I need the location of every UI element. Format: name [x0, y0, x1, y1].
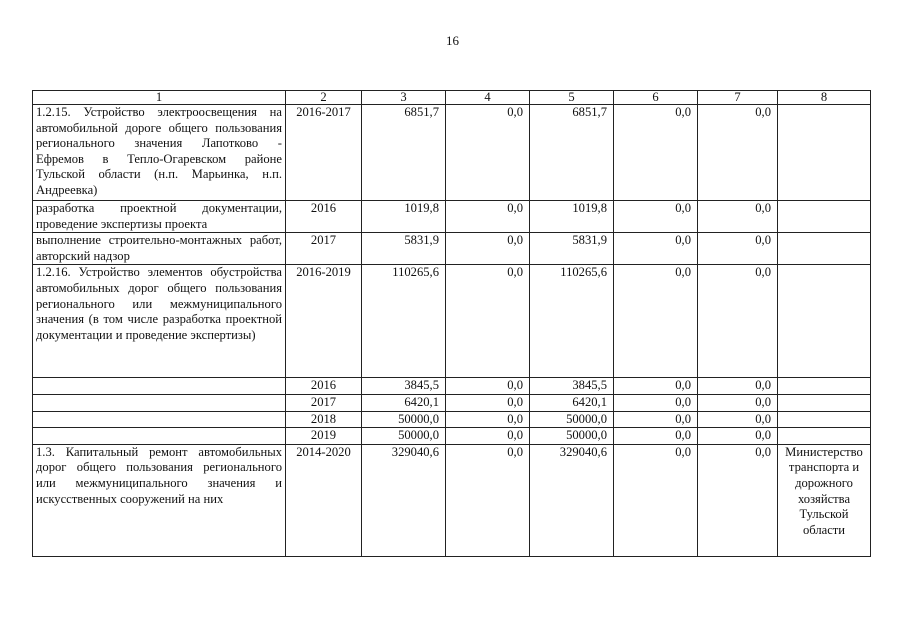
activity-name-cell: разработка проектной документации, проведение экспертизы проекта — [33, 201, 286, 233]
responsible-cell — [778, 428, 871, 445]
table-row — [33, 428, 871, 445]
value-cell: 0,0 — [614, 265, 698, 378]
period-cell: 2016-2017 — [286, 105, 362, 201]
period-cell: 2018 — [286, 411, 362, 428]
responsible-cell — [778, 105, 871, 201]
value-cell: 110265,6 — [530, 265, 614, 378]
table-row — [33, 444, 871, 556]
period-cell: 2016 — [286, 201, 362, 233]
value-cell: 0,0 — [446, 444, 530, 556]
value-cell: 0,0 — [698, 411, 778, 428]
activity-name-cell — [33, 411, 286, 428]
responsible-cell — [778, 378, 871, 395]
value-cell: 0,0 — [614, 411, 698, 428]
total-cell: 50000,0 — [362, 411, 446, 428]
total-cell: 110265,6 — [362, 265, 446, 378]
value-cell: 3845,5 — [530, 378, 614, 395]
value-cell: 5831,9 — [530, 233, 614, 265]
value-cell: 0,0 — [698, 394, 778, 411]
value-cell: 0,0 — [446, 394, 530, 411]
value-cell: 0,0 — [698, 444, 778, 556]
program-table — [32, 90, 871, 557]
value-cell: 1019,8 — [530, 201, 614, 233]
value-cell: 0,0 — [614, 233, 698, 265]
total-cell: 3845,5 — [362, 378, 446, 395]
value-cell: 0,0 — [698, 201, 778, 233]
header-cell: 3 — [362, 91, 446, 105]
value-cell: 0,0 — [614, 378, 698, 395]
period-cell: 2019 — [286, 428, 362, 445]
column-number-row — [33, 91, 871, 105]
value-cell: 6420,1 — [530, 394, 614, 411]
period-cell: 2017 — [286, 394, 362, 411]
total-cell: 1019,8 — [362, 201, 446, 233]
responsible-cell — [778, 411, 871, 428]
value-cell: 50000,0 — [530, 428, 614, 445]
activity-name-cell: 1.2.16. Устройство элементов обустройства автомобильных дорог общего пользования регионального или межмуниципального значения (в том числе разработка проектной документации и проведение экспертизы) — [33, 265, 286, 378]
value-cell: 0,0 — [446, 201, 530, 233]
activity-name-cell — [33, 378, 286, 395]
responsible-cell — [778, 394, 871, 411]
table-row — [33, 394, 871, 411]
total-cell: 329040,6 — [362, 444, 446, 556]
value-cell: 0,0 — [446, 411, 530, 428]
value-cell: 0,0 — [446, 428, 530, 445]
header-cell: 1 — [33, 91, 286, 105]
header-cell: 6 — [614, 91, 698, 105]
period-cell: 2016 — [286, 378, 362, 395]
activity-name-cell — [33, 428, 286, 445]
responsible-cell — [778, 233, 871, 265]
table-row — [33, 411, 871, 428]
table-row — [33, 105, 871, 201]
responsible-cell: Министерство транспорта и дорожного хозяйства Тульской области — [778, 444, 871, 556]
value-cell: 0,0 — [698, 428, 778, 445]
value-cell: 0,0 — [614, 428, 698, 445]
value-cell: 0,0 — [446, 378, 530, 395]
activity-name-cell — [33, 394, 286, 411]
header-cell: 4 — [446, 91, 530, 105]
total-cell: 6420,1 — [362, 394, 446, 411]
value-cell: 50000,0 — [530, 411, 614, 428]
value-cell: 0,0 — [614, 201, 698, 233]
table-row — [33, 265, 871, 378]
period-cell: 2017 — [286, 233, 362, 265]
value-cell: 329040,6 — [530, 444, 614, 556]
header-cell: 2 — [286, 91, 362, 105]
period-cell: 2014-2020 — [286, 444, 362, 556]
total-cell: 5831,9 — [362, 233, 446, 265]
value-cell: 0,0 — [698, 233, 778, 265]
value-cell: 0,0 — [446, 105, 530, 201]
value-cell: 0,0 — [446, 233, 530, 265]
table-row — [33, 233, 871, 265]
header-cell: 8 — [778, 91, 871, 105]
value-cell: 0,0 — [614, 444, 698, 556]
total-cell: 50000,0 — [362, 428, 446, 445]
value-cell: 0,0 — [614, 394, 698, 411]
total-cell: 6851,7 — [362, 105, 446, 201]
value-cell: 0,0 — [614, 105, 698, 201]
responsible-cell — [778, 265, 871, 378]
value-cell: 0,0 — [698, 378, 778, 395]
activity-name-cell: выполнение строительно-монтажных работ, авторский надзор — [33, 233, 286, 265]
table-row — [33, 201, 871, 233]
value-cell: 0,0 — [446, 265, 530, 378]
period-cell: 2016-2019 — [286, 265, 362, 378]
value-cell: 6851,7 — [530, 105, 614, 201]
value-cell: 0,0 — [698, 105, 778, 201]
activity-name-cell: 1.2.15. Устройство электроосвещения на автомобильной дороге общего пользования регионального значения Лапотково - Ефремов в Тепло-Огаревском районе Тульской области (н.п. Марьинка, н.п. Андреевка) — [33, 105, 286, 201]
header-cell: 7 — [698, 91, 778, 105]
responsible-cell — [778, 201, 871, 233]
table-row — [33, 378, 871, 395]
header-cell: 5 — [530, 91, 614, 105]
page-number: 16 — [446, 33, 459, 48]
activity-name-cell: 1.3. Капитальный ремонт автомобильных дорог общего пользования регионального или межмуниципального значения и искусственных сооружений на них — [33, 444, 286, 556]
value-cell: 0,0 — [698, 265, 778, 378]
